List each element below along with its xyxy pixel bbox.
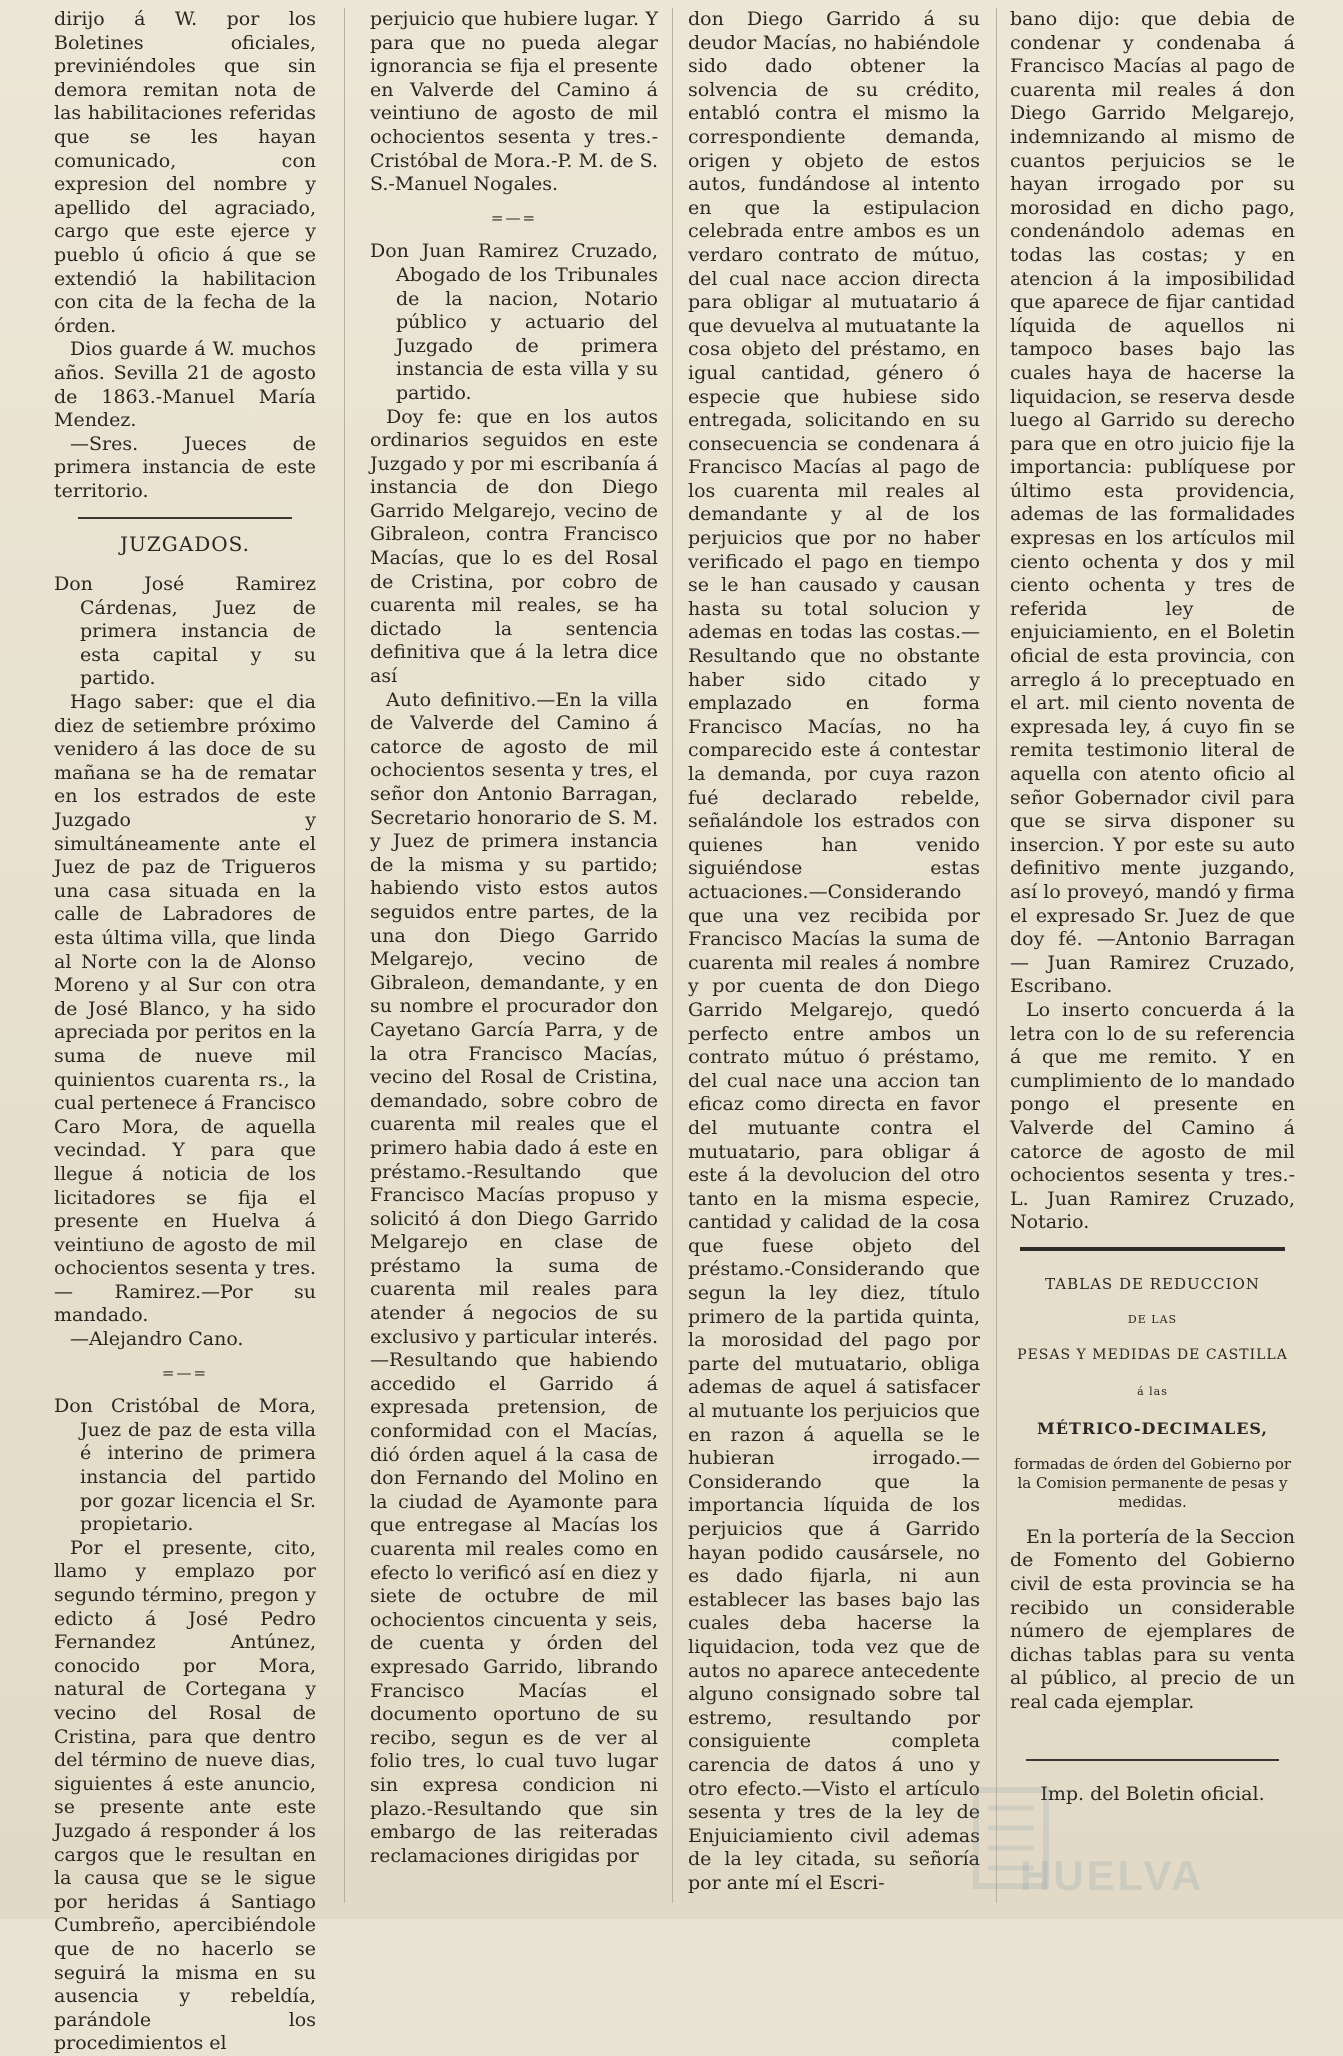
notice-body: perjuicio que hubiere lugar. Y para que no pueda alegar ignorancia se fija el presente en Valverde del Camino á veintiuno de agosto de mil ochocientos sesenta y tres.- Cristóbal de Mora.-P. M. de S. S.-Manuel Nogales. <box>370 8 658 196</box>
tables-announcement: En la portería de la Seccion de Fomento del Gobierno civil de esta provincia se ha recibido un considerable número de ejemplares de dichas tablas para su venta al público, al precio de un real cada ejemplar. <box>1010 1525 1295 1713</box>
section-divider <box>1020 1247 1285 1251</box>
column-rule <box>996 8 997 1903</box>
tables-title: TABLAS DE REDUCCION <box>1045 1274 1260 1293</box>
imprint: Imp. del Boletin oficial. <box>1040 1782 1265 1805</box>
notice-body: Hago saber: que el dia diez de setiembre próximo venidero á las doce de su mañana se ha de rematar en los estrados de este Juzgado y simultáneamente ante el Juez de paz de Trigueros una casa situada en la calle de Labradores de esta última villa, que linda al Norte con la de Alonso Moreno y al Sur con otra de José Blanco, y ha sido apreciada por peritos en la suma de nueve mil quinientos cuarenta rs., la cual pertenece á Francisco Caro Mora, de aquella vecindad. Y para que llegue á noticia de los licitadores se fija el presente en Huelva á veintiuno de agosto de mil ochocientos sesenta y tres.— Ramirez.—Por su mandado. <box>54 691 316 1327</box>
column-1 <box>54 8 316 2055</box>
tables-subtitle: DE LAS <box>1127 1313 1178 1327</box>
notice-heading: Don Cristóbal de Mora, Juez de paz de esta villa é interino de primera instancia del partido por gozar licencia el Sr. propietario. <box>54 1395 316 1536</box>
circular-addressee: —Sres. Jueces de primera instancia de este territorio. <box>54 432 316 502</box>
notice-heading: Don Juan Ramirez Cruzado, Abogado de los Tribunales de la nacion, Notario público y actuario del Juzgado de primera instancia de esta villa y su partido. <box>370 240 658 404</box>
tables-subtitle: MÉTRICO-DECIMALES, <box>1037 1419 1268 1439</box>
tables-subtitle: á las <box>1137 1384 1168 1398</box>
certification-text: Lo inserto concuerda á la letra con lo de su referencia á que me remito. Y en cumplimiento de lo mandado pongo el presente en Valverde del Camino á catorce de agosto de mil ochocientos sesenta y tres.-L. Juan Ramirez Cruzado, Notario. <box>1010 998 1295 1234</box>
column-rule <box>344 8 345 1903</box>
circular-closing: Dios guarde á W. muchos años. Sevilla 21 de agosto de 1863.-Manuel María Mendez. <box>54 338 316 432</box>
column-rule <box>672 8 673 1903</box>
watermark-text: HUELVA <box>1020 1852 1205 1899</box>
auto-definitivo-text: Auto definitivo.—En la villa de Valverde del Camino á catorce de agosto de mil ochocientos sesenta y tres, el señor don Antonio Barragan, Secretario honorario de S. M. y Juez de primera instancia de la misma y su partido; habiendo visto estos autos seguidos entre partes, de la una don Diego Garrido Melgarejo, vecino de Gibraleon, demandante, y en su nombre el procurador don Cayetano García Parra, y de la otra Francisco Macías, vecino del Rosal de Cristina, demandado, sobre cobro de cuarenta mil reales que el primero habia dado á este en préstamo.-Resultando que Francisco Macías propuso y solicitó á don Diego Garrido Melgarejo en clase de préstamo la suma de cuarenta mil reales para atender á negocios de su exclusivo y particular interés.—Resultando que habiendo accedido el Garrido á expresada pretension, de conformidad con el Macías, dió órden aquel á la casa de don Fernando del Molino en la ciudad de Ayamonte para que entregase al Macías los cuarenta mil reales como en efecto lo verificó así en diez y siete de octubre de mil ochocientos cincuenta y seis, de cuenta y órden del expresado Garrido, librando Francisco Macías el documento oportuno de su recibo, segun es de ver al folio tres, lo cual tuvo lugar sin expresa condicion ni plazo.-Resultando que sin embargo de las reiteradas reclamaciones dirigidas por <box>370 688 658 1867</box>
circular-text: dirijo á W. por los Boletines oficiales, previniéndoles que sin demora remitan nota de las habilitaciones referidas que se les hayan comunicado, con expresion del nombre y apellido del agraciado, cargo que este ejerce y pueblo ú oficio á que se extendió la habilitacion con cita de la fecha de la órden. <box>54 8 316 337</box>
notice-body: Por el presente, cito, llamo y emplazo por segundo término, pregon y edicto á José Pedro Fernandez Antúnez, conocido por Mora, natural de Cortegana y vecino del Rosal de Cristina, para que dentro del término de nueve dias, siguientes á este anuncio, se presente ante este Juzgado á responder á los cargos que le resultan en la causa que se le sigue por heridas á Santiago Cumbreño, apercibiéndole que de no hacerlo se seguirá la misma en su ausencia y rebeldía, parándole los procedimientos el <box>54 1536 316 2055</box>
column-3 <box>688 8 980 1908</box>
section-divider <box>78 517 292 519</box>
notice-signature: —Alejandro Cano. <box>70 1328 244 1351</box>
column-2 <box>370 8 658 1908</box>
ornament-divider: =—= <box>490 208 538 227</box>
tables-note: formadas de órden del Gobierno por la Comision permanente de pesas y medidas. <box>1013 1454 1292 1511</box>
auto-definitivo-text: don Diego Garrido á su deudor Macías, no habiéndole sido dado obtener la solvencia de su crédito, entabló contra el mismo la correspondiente demanda, origen y objeto de estos autos, fundándose al intento en que la estipulacion celebrada entre ambos es un verdaro contrato de mútuo, del cual nace accion directa para obligar al mutuatario á que devuelva al mutuatante la cosa objeto del préstamo, en igual cantidad, género ó especie que hubiese sido entregada, solicitando en su consecuencia se condenara á Francisco Macías al pago de los cuarenta mil reales al demandante y al de los perjuicios que por no haber verificado el pago en tiempo se le han causado y causan hasta su total solucion y ademas en todas las costas.—Resultando que no obstante haber sido citado y emplazado en forma Francisco Macías, no ha comparecido este á contestar la demanda, por cuya razon fué declarado rebelde, señalándole los estrados con quienes han venido siguiéndose estas actuaciones.—Considerando que una vez recibida por Francisco Macías la suma de cuarenta mil reales á nombre y por cuenta de don Diego Garrido Melgarejo, quedó perfecto entre ambos un contrato mútuo ó préstamo, del cual nace una accion tan eficaz como directa en favor del mutuante contra el mutuatario, para obligar á este á la devolucion del otro tanto en la misma especie, cantidad y calidad de la cosa que fuese objeto del préstamo.-Considerando que segun la ley diez, título primero de la partida quinta, la morosidad del pago por parte del mutuatario, obliga ademas de aquel á satisfacer al mutuante los perjuicios que en razon á aquella se le hubieran irrogado.—Considerando que la importancia líquida de los perjuicios que á Garrido hayan podido causársele, no es dado fijarla, ni aun establecer las bases bajo las cuales deba hacerse la liquidacion, toda vez que de autos no aparece antecedente alguno consignado sobre tal estremo, resultando por consiguiente completa carencia de datos á uno y otro efecto.—Visto el artículo sesenta y tres de la ley de Enjuiciamiento civil ademas de la ley citada, su señoría por ante mí el Escri- <box>688 8 980 1894</box>
section-title: JUZGADOS. <box>120 532 250 557</box>
section-divider <box>1026 1759 1279 1761</box>
ornament-divider: =—= <box>161 1363 209 1382</box>
column-4 <box>1010 8 1295 1908</box>
tables-subtitle: PESAS Y MEDIDAS DE CASTILLA <box>1017 1347 1288 1364</box>
notice-heading: Don José Ramirez Cárdenas, Juez de primera instancia de esta capital y su partido. <box>54 573 316 690</box>
notice-body: Doy fe: que en los autos ordinarios seguidos en este Juzgado y por mi escribanía á instancia de don Diego Garrido Melgarejo, vecino de Gibraleon, contra Francisco Macías, que lo es del Rosal de Cristina, por cobro de cuarenta mil reales, se ha dictado la sentencia definitiva que á la letra dice así <box>370 405 658 688</box>
auto-definitivo-text: bano dijo: que debia de condenar y condenaba á Francisco Macías al pago de cuarenta mil reales á don Diego Garrido Melgarejo, indemnizando al mismo de cuantos perjuicios se le hayan irrogado por su morosidad en dicho pago, condenándolo ademas en todas las costas; y en atencion á la imposibilidad que aparece de fijar cantidad líquida de aquellos ni tampoco bases bajo las cuales haya de hacerse la liquidacion, se reserva desde luego al Garrido su derecho para que en otro juicio fije la importancia: publíquese por último esta providencia, ademas de las formalidades expresas en los artículos mil ciento ochenta y dos y mil ciento ochenta y tres de referida ley de enjuiciamiento, en el Boletin oficial de esta provincia, con arreglo á lo preceptuado en el art. mil ciento noventa de expresada ley, á cuyo fin se remita testimonio literal de aquella con atento oficio al señor Gobernador civil para que se sirva disponer su insercion. Y por este su auto definitivo mente juzgando, así lo proveyó, mandó y firma el expresado Sr. Juez de que doy fé. —Antonio Barragan — Juan Ramirez Cruzado, Escribano. <box>1010 8 1295 998</box>
